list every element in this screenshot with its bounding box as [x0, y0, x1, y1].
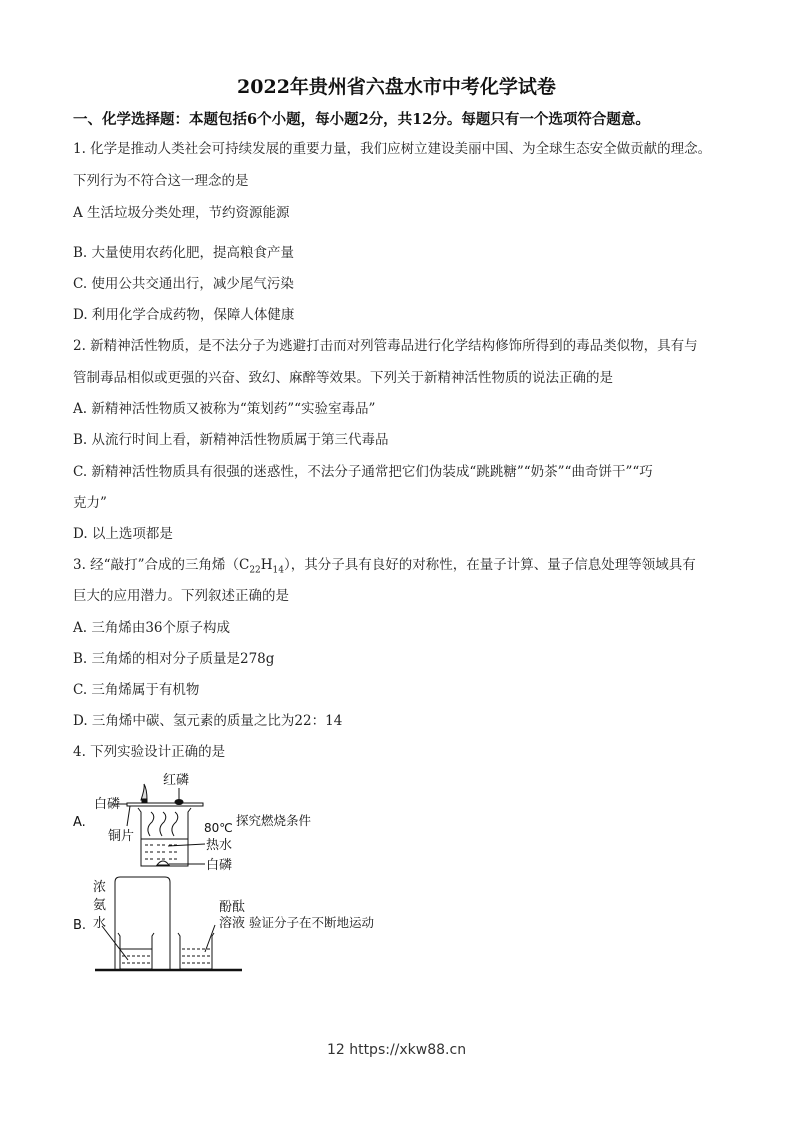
water-lines [145, 845, 177, 859]
label-phenolphthalein: 酚酞 [219, 900, 246, 915]
steam [148, 812, 178, 836]
right-beaker [178, 933, 214, 969]
question-3-option-b: B. 三角烯的相对分子质量是278g [73, 651, 275, 667]
question-1-stem: 1. 化学是推动人类社会可持续发展的重要力量，我们应树立建设美丽中国、为全球生态安全做贡献的理念。 [73, 141, 712, 157]
label-copper: 铜片 [108, 829, 135, 844]
flame-icon [141, 784, 147, 800]
question-1-option-a: A 生活垃圾分类处理，节约资源能源 [73, 205, 290, 221]
red-phosphorus [175, 800, 183, 805]
option-a-description: 探究燃烧条件 [236, 813, 312, 828]
left-beaker [118, 933, 154, 969]
label-ammonia: 浓 [93, 880, 107, 895]
question-3-stem: 巨大的应用潜力。下列叙述正确的是 [73, 588, 289, 604]
leader-line [205, 925, 215, 952]
white-phosphorus-bottom [157, 861, 169, 865]
label-red-phosphorus: 红磷 [163, 773, 190, 788]
question-4-stem: 4. 下列实验设计正确的是 [73, 744, 226, 760]
option-b-label: B. [73, 918, 87, 933]
question-2-option-c-cont: 克力” [73, 495, 107, 511]
label-ammonia: 氨 [93, 898, 107, 913]
page-footer: 12 https://xkw88.cn [326, 1042, 467, 1058]
label-ammonia: 水 [93, 916, 107, 931]
question-2-option-b: B. 从流行时间上看，新精神活性物质属于第三代毒品 [73, 432, 389, 448]
beaker [138, 808, 191, 866]
combustion-diagram [112, 784, 205, 866]
leader-line [127, 806, 130, 826]
subscript: 14 [272, 565, 284, 576]
question-2-option-d: D. 以上选项都是 [73, 526, 173, 542]
label-hot-water: 热水 [206, 838, 233, 853]
question-1-option-d: D. 利用化学合成药物，保障人体健康 [73, 307, 295, 323]
question-2-option-a: A. 新精神活性物质又被称为“策划药”“实验室毒品” [73, 401, 376, 417]
question-1-option-c: C. 使用公共交通出行，减少尾气污染 [73, 276, 294, 292]
liquid-lines [122, 949, 210, 963]
label-white-phosphorus-bottom: 白磷 [206, 858, 233, 873]
subscript: 22 [249, 565, 261, 576]
question-2-option-c: C. 新精神活性物质具有很强的迷惑性，不法分子通常把它们伪装成“跳跳糖”“奶茶”“曲奇饼干”“巧 [73, 464, 653, 480]
section-heading: 一、化学选择题：本题包括6个小题，每小题2分，共12分。每题只有一个选项符合题意。 [73, 111, 650, 128]
leader-line [168, 844, 205, 846]
label-white-phosphorus: 白磷 [94, 797, 121, 812]
question-1-option-b: B. 大量使用农药化肥，提高粮食产量 [73, 245, 295, 261]
label-solution: 溶液 [219, 916, 246, 931]
option-a-label: A. [73, 815, 86, 830]
question-3-option-a: A. 三角烯由36个原子构成 [73, 620, 231, 636]
stem-text: 3. 经“敲打”合成的三角烯（C [73, 557, 250, 573]
question-1-stem: 下列行为不符合这一理念的是 [73, 173, 249, 189]
stem-text: ），其分子具有良好的对称性，在量子计算、量子信息处理等领域具有 [284, 557, 696, 573]
label-temperature: 80℃ [204, 821, 233, 835]
question-3-option-d: D. 三角烯中碳、氢元素的质量之比为22：14 [73, 713, 343, 729]
question-2-stem: 管制毒品相似或更强的兴奋、致幻、麻醉等效果。下列关于新精神活性物质的说法正确的是 [73, 370, 613, 386]
option-b-description: 验证分子在不断地运动 [249, 915, 375, 930]
question-3-option-c: C. 三角烯属于有机物 [73, 682, 200, 698]
stem-text: H [260, 557, 273, 573]
white-phosphorus-top [142, 799, 147, 803]
copper-plate [127, 803, 203, 806]
page-title: 2022年贵州省六盘水市中考化学试卷 [237, 76, 556, 98]
question-2-stem: 2. 新精神活性物质，是不法分子为逃避打击而对列管毒品进行化学结构修饰所得到的毒品类似物，具有与 [73, 338, 698, 354]
